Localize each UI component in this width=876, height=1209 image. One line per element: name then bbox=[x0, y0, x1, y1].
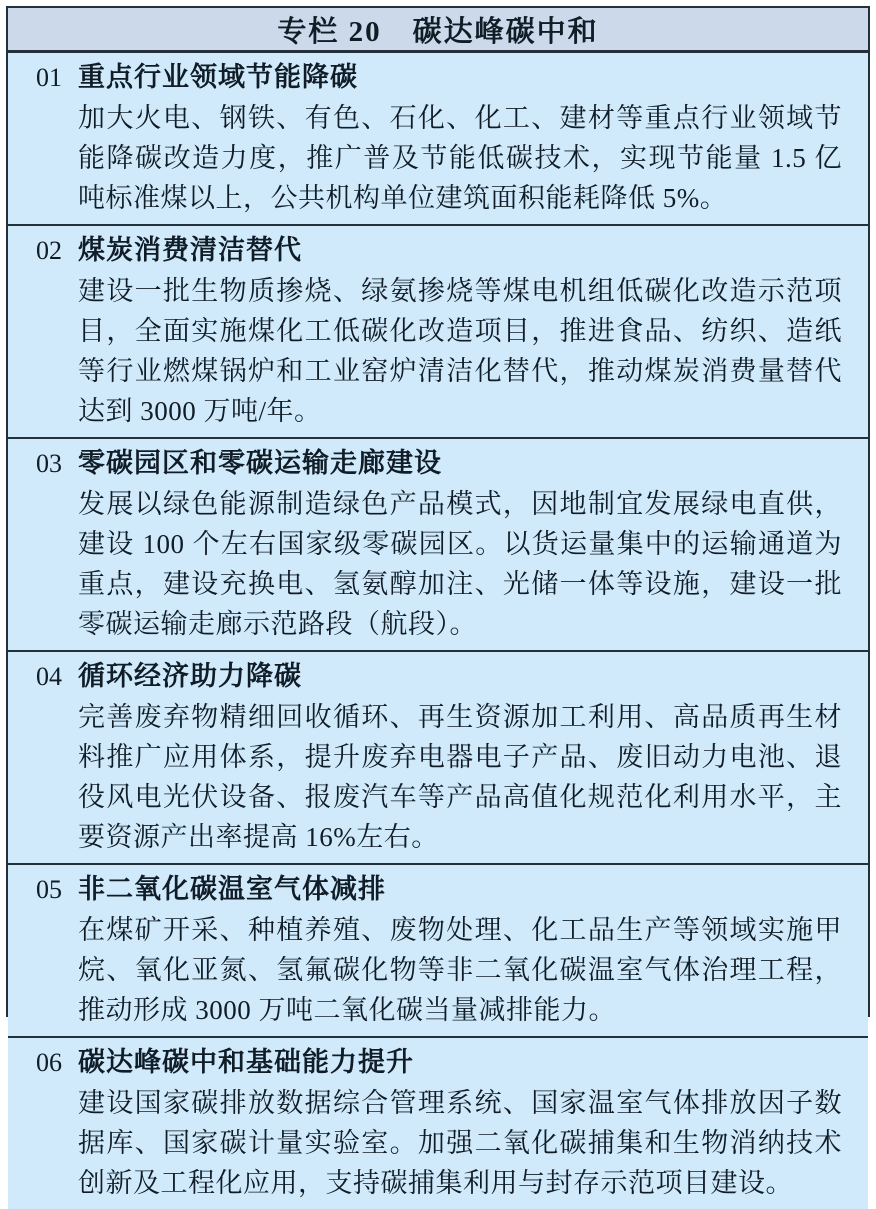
section-title: 碳达峰碳中和基础能力提升 bbox=[78, 1047, 414, 1077]
section-list bbox=[8, 53, 868, 1209]
section-body: 完善废弃物精细回收循环、再生资源加工利用、高品质再生材料推广应用体系，提升废弃电器电子产品、废旧动力电池、退役风电光伏设备、报废汽车等产品高值化规范化利用水平，主要资源产出率提高 16%左右。 bbox=[78, 702, 842, 852]
column-box-header bbox=[8, 8, 868, 53]
section-title: 重点行业领域节能降碳 bbox=[78, 62, 358, 92]
section-row bbox=[8, 53, 868, 226]
section-row bbox=[8, 226, 868, 439]
section-number: 02 bbox=[36, 236, 62, 265]
section-body: 在煤矿开采、种植养殖、废物处理、化工品生产等领域实施甲烷、氧化亚氮、氢氟碳化物等非二氧化碳温室气体治理工程，推动形成 3000 万吨二氧化碳当量减排能力。 bbox=[78, 915, 842, 1025]
section-body: 发展以绿色能源制造绿色产品模式，因地制宜发展绿电直供，建设 100 个左右国家级零碳园区。以货运量集中的运输通道为重点，建设充换电、氢氨醇加注、光储一体等设施，建设一批零碳运输走廊示范路段（航段）。 bbox=[78, 489, 842, 639]
section-title: 煤炭消费清洁替代 bbox=[78, 235, 302, 265]
section-title-row bbox=[36, 656, 842, 697]
column-box-title: 专栏 20 碳达峰碳中和 bbox=[277, 15, 599, 48]
section-row bbox=[8, 865, 868, 1038]
section-title-row bbox=[36, 1042, 842, 1083]
section-title-row bbox=[36, 57, 842, 98]
section-number: 04 bbox=[36, 662, 62, 691]
section-row bbox=[8, 439, 868, 652]
section-number: 05 bbox=[36, 875, 62, 904]
section-row bbox=[8, 1038, 868, 1209]
section-number: 06 bbox=[36, 1048, 62, 1077]
section-title-row bbox=[36, 443, 842, 484]
section-title-row bbox=[36, 230, 842, 271]
section-row bbox=[8, 652, 868, 865]
column-box-panel bbox=[6, 6, 870, 1198]
section-title-row bbox=[36, 869, 842, 910]
section-number: 01 bbox=[36, 63, 62, 92]
section-body: 建设一批生物质掺烧、绿氨掺烧等煤电机组低碳化改造示范项目，全面实施煤化工低碳化改造项目，推进食品、纺织、造纸等行业燃煤锅炉和工业窑炉清洁化替代，推动煤炭消费量替代达到 3000 万吨/年。 bbox=[78, 276, 842, 426]
section-body: 加大火电、钢铁、有色、石化、化工、建材等重点行业领域节能降碳改造力度，推广普及节能低碳技术，实现节能量 1.5 亿吨标准煤以上，公共机构单位建筑面积能耗降低 5%。 bbox=[78, 103, 842, 213]
section-title: 循环经济助力降碳 bbox=[78, 661, 302, 691]
section-title: 零碳园区和零碳运输走廊建设 bbox=[78, 448, 442, 478]
section-number: 03 bbox=[36, 449, 62, 478]
section-body: 建设国家碳排放数据综合管理系统、国家温室气体排放因子数据库、国家碳计量实验室。加强二氧化碳捕集和生物消纳技术创新及工程化应用，支持碳捕集利用与封存示范项目建设。 bbox=[78, 1088, 842, 1198]
section-title: 非二氧化碳温室气体减排 bbox=[78, 874, 386, 904]
